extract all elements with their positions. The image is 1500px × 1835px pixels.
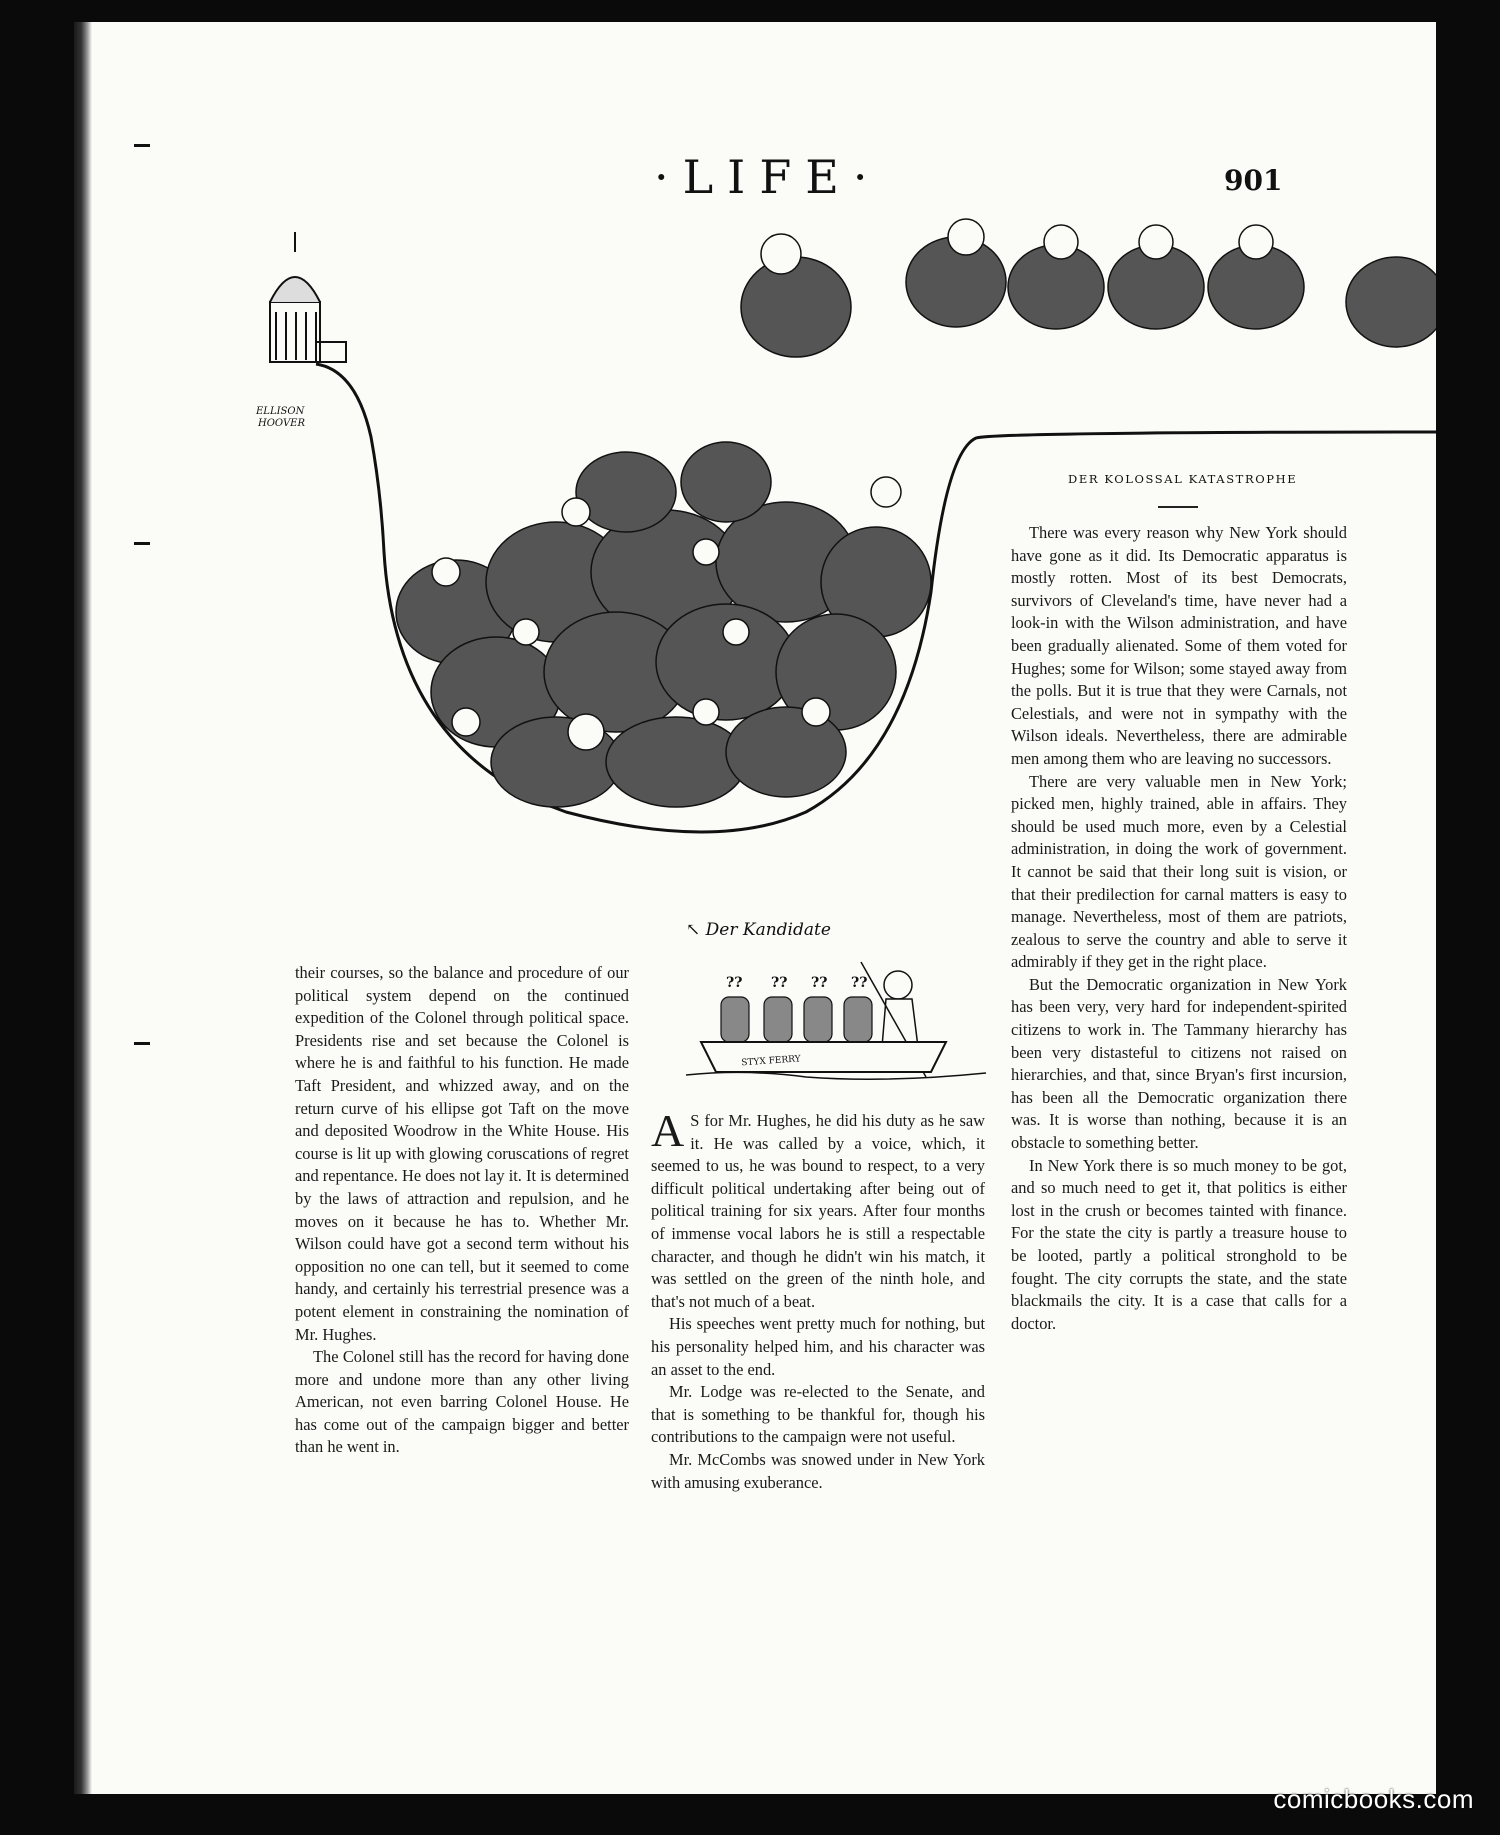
caption-divider [1158,506,1198,508]
drop-cap: A [651,1105,685,1156]
paragraph: Mr. McCombs was snowed under in New York with amusing exuberance. [651,1449,985,1492]
paragraph: Mr. Lodge was re-elected to the Senate, and that is something to be thankful for, though his contributions to the campaign were not useful. [651,1382,985,1447]
arrow-icon: ↖ [686,920,706,940]
binding-mark [134,144,150,147]
paragraph: The Colonel still has the record for having done more and undone more than any other living American, not even barring Colonel House. He has come out of the campaign bigger and better than he went in. [295,1347,629,1457]
ferry-boat [701,1042,946,1072]
question-mark: ?? [851,975,868,991]
text-column-left [295,962,629,1459]
paragraph: There are very valuable men in New York; picked men, highly trained, able in affairs. They should be used much more, even by a Celestial administration, in doing the work of government. It cannot be said that their long suit is vision, or that their predilection for carnal matters is easy to manage. Nevertheless, most of them are patriots, zealous to serve the country and able to serve it admirably if they get in the right place. [1011,771,1347,972]
paragraph-with-dropcap [651,1105,985,1313]
masthead-title: ·LIFE· [654,150,882,204]
paragraph: His speeches went pretty much for nothing, but his personality helped him, and his character was an asset to the end. [651,1314,985,1379]
paragraph: their courses, so the balance and procedure of our political system depend on the continued expedition of the Colonel through political space. Presidents rise and set because the Colonel is where he is and faithful to his function. He made Taft President, and whizzed away, and on the return curve of his ellipse got Taft on the move and deposited Woodrow in the White House. His course is lit up with glowing coruscations of regret and repentance. He does not lay it. It is determined by the laws of attraction and repulsion, and he moves on it because he has to. Whether Mr. Wilson could have got a second term without his opposition no one can tell, but it seemed to come handy, and certainly his terrestrial presence was a potent element in constraining the nomination of Mr. Hughes. [295,963,629,1344]
candidate-label-text: Der Kandidate [705,920,831,940]
text-column-right [1011,522,1347,1335]
site-watermark: comicbooks.com [1273,1784,1474,1814]
page-binding [74,22,92,1794]
text-column-middle [651,1105,985,1494]
ferry-sign: STYX FERRY [741,1054,801,1069]
paragraph-text: S for Mr. Hughes, he did his duty as he saw it. He was called by a voice, which, it seemed to us, he was bound to respect, to a very difficult political undertaking after being out of political training for six years. After four months of immense vocal labors he is still a respectable character, and though he didn't win his match, it was settled on the green of the ninth hole, and that's not much of a beat. [651,1111,985,1311]
question-mark: ?? [771,975,788,991]
binding-mark [134,1042,150,1045]
styx-ferry-illustration [686,957,986,1097]
paragraph: But the Democratic organization in New York has been very, very hard for independent-spirited citizens to work in. The Tammany hierarchy has been very distasteful to citizens not raised on hierarchies, and that, since Bryan's first incursion, has been all the Democratic organization there was. It is worse than nothing, because it is an obstacle to something better. [1011,974,1347,1153]
question-mark: ?? [726,975,743,991]
binding-mark [134,542,150,545]
paragraph: In New York there is so much money to be got, and so much need to get it, that politics is either lost in the crush or becomes tainted with finance. For the state the city is partly a treasure house to be looted, partly a political stronghold to be fought. The city corrupts the state, and the state blackmails the city. It is a case that calls for a doctor. [1011,1155,1347,1333]
candidate-label [686,920,831,940]
pile-of-figures [396,442,931,807]
artist-signature: ELLISON [256,406,305,417]
running-figures [741,219,1436,357]
page-number: 901 [1224,164,1283,197]
magazine-page [74,22,1436,1794]
capitol-icon [270,232,346,362]
svg-text:HOOVER: HOOVER [258,418,305,429]
question-mark: ?? [811,975,828,991]
cartoon-caption: DER KOLOSSAL KATASTROPHE [1068,472,1298,486]
paragraph: There was every reason why New York should have gone as it did. Its Democratic apparatus is mostly rotten. Most of its best Democrats, survivors of Cleveland's time, have never had a look-in with the Wilson administration, and have been gradually alienated. Some of them voted for Hughes; some for Wilson; some stayed away from the polls. But it is true that they were Carnals, not Celestials, and were not in sympathy with the Wilson ideals. Nevertheless, there are admirable men among them who are leaving no successors. [1011,523,1347,768]
